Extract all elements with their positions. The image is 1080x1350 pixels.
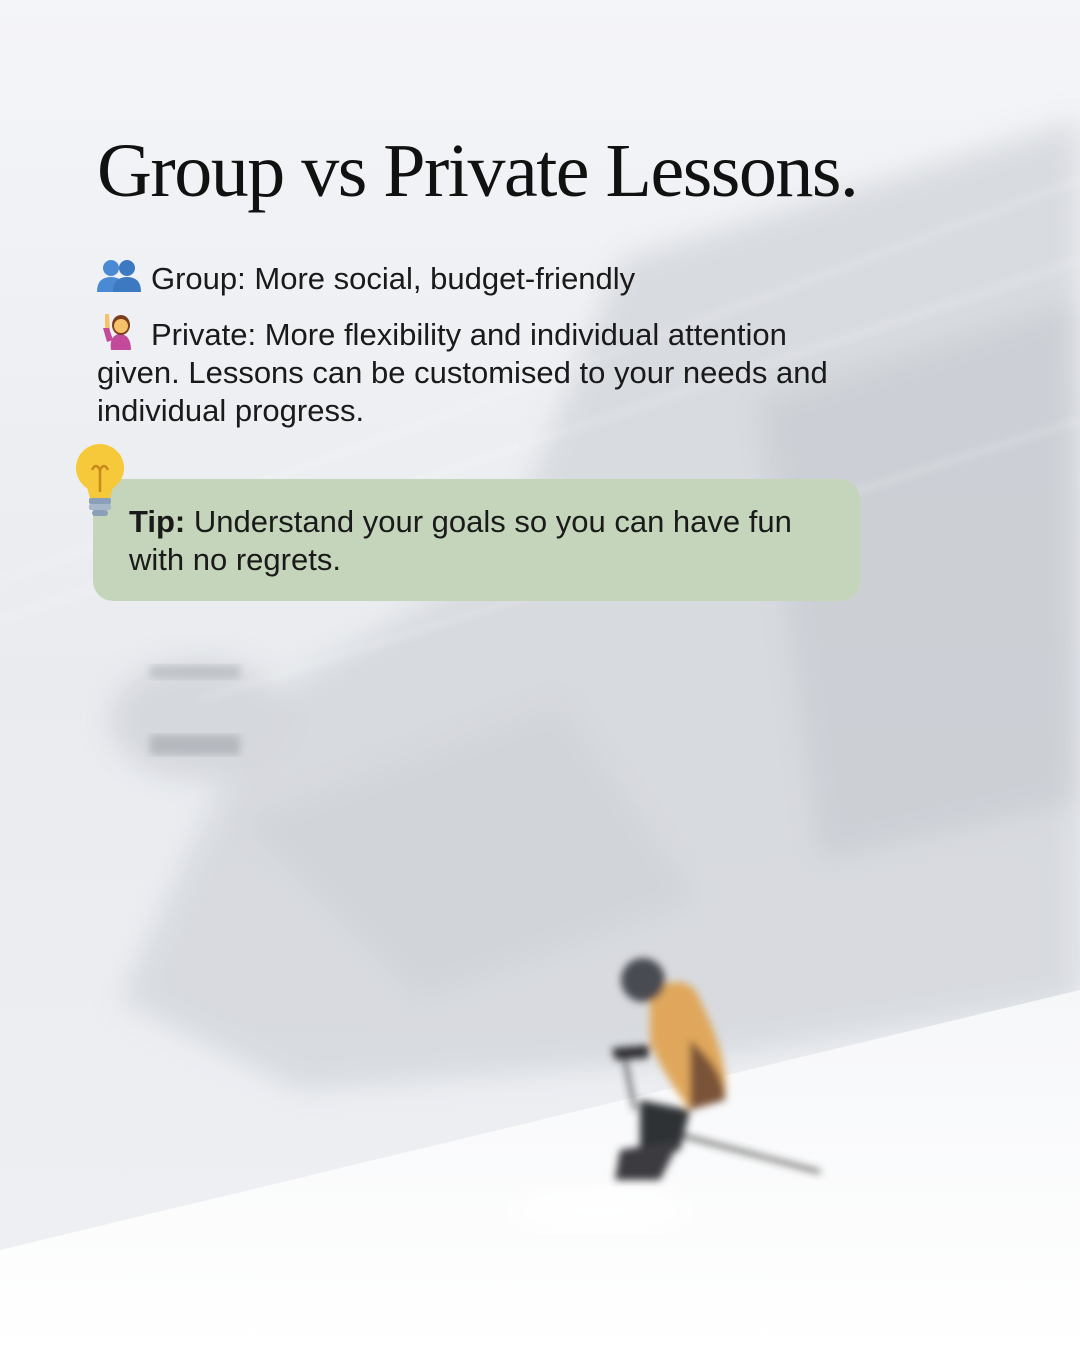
person-raising-hand-icon [97, 310, 141, 350]
tip-message: Understand your goals so you can have fun with no regrets. [129, 504, 792, 577]
group-point [97, 258, 857, 298]
lightbulb-icon [70, 440, 130, 522]
tip-box [93, 479, 860, 601]
tip-text [129, 503, 829, 579]
page-title: Group vs Private Lessons. [97, 129, 858, 213]
tip-label: Tip: [129, 504, 186, 539]
group-point-text: Group: More social, budget-friendly [151, 261, 636, 296]
two-people-icon [97, 258, 141, 294]
private-point-text: Private: More flexibility and individual attention given. Lessons can be customised to your needs and individual progress. [97, 317, 828, 428]
private-point [97, 310, 857, 430]
lesson-comparison [97, 258, 857, 430]
